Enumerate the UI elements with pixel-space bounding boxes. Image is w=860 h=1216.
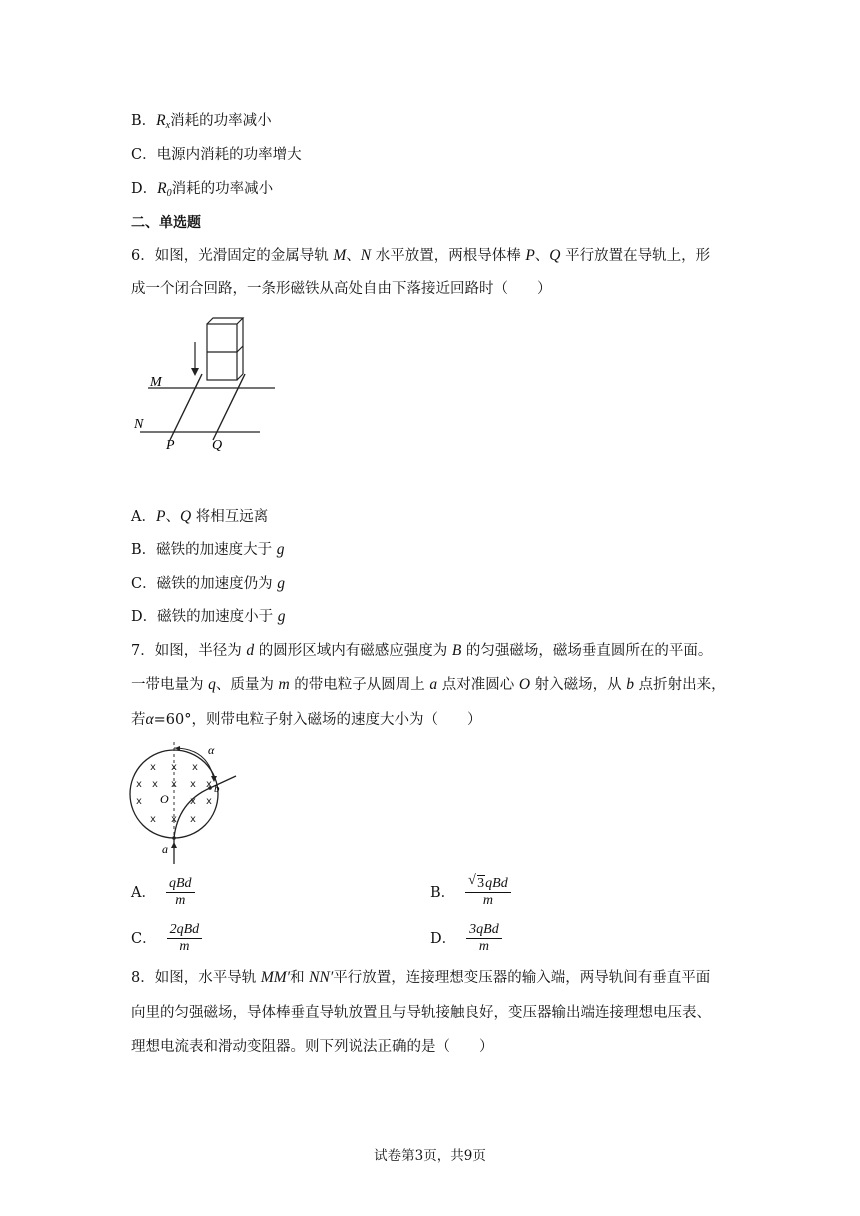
label-alpha: α: [208, 743, 215, 757]
label-b: b: [214, 783, 220, 795]
label-q: Q: [212, 438, 223, 453]
q8-stem-line1: 8．如图，水平导轨 MM′和 NN′平行放置，连接理想变压器的输入端，两导轨间有垂直平面: [131, 969, 711, 986]
page-footer: 试卷第3页，共9页: [374, 1148, 486, 1164]
svg-text:x: x: [150, 762, 156, 773]
svg-text:x: x: [171, 762, 177, 773]
label-n: N: [134, 417, 144, 432]
svg-text:x: x: [171, 779, 177, 790]
label-p: P: [166, 438, 175, 453]
q5-option-d: D．$R_0$消耗的功率减小: [131, 180, 274, 199]
label-o: O: [160, 792, 169, 806]
q8-stem-line2: 向里的匀强磁场，导体棒垂直导轨放置且与导轨接触良好，变压器输出端连接理想电压表、: [131, 1005, 711, 1021]
q7-option-d: D． $\frac{\text{3qBd}}{m}$: [430, 922, 502, 955]
svg-text:x: x: [190, 796, 196, 807]
svg-text:x: x: [136, 796, 142, 807]
q6-stem-line1: 6．如图，光滑固定的金属导轨 M、N 水平放置，两根导体棒 P、Q 平行放置在导轨上，形: [131, 247, 711, 264]
label-a: a: [162, 842, 168, 856]
q7-option-a: A． $\frac{\text{qBd}}{m}$: [131, 876, 195, 909]
rod-p: [170, 374, 202, 440]
svg-text:x: x: [152, 779, 158, 790]
q7-stem-line3: 若α=60°，则带电粒子射入磁场的速度大小为（ ）: [131, 711, 482, 728]
q6-figure: [128, 316, 288, 456]
section-heading: 二、单选题: [131, 215, 201, 231]
svg-text:x: x: [206, 779, 212, 790]
q6-stem-line2: 成一个闭合回路，一条形磁铁从高处自由下落接近回路时（ ）: [131, 281, 552, 297]
q5-option-b: B．$R_x$消耗的功率减小: [131, 112, 272, 131]
q8-stem-line3: 理想电流表和滑动变阻器。则下列说法正确的是（ ）: [131, 1039, 494, 1055]
svg-text:x: x: [192, 762, 198, 773]
svg-text:x: x: [190, 814, 196, 825]
q7-option-b: B． √ 3qBd m: [430, 876, 511, 909]
rod-q: [213, 374, 245, 440]
q7-stem-line1: 7．如图，半径为 d 的圆形区域内有磁感应强度为 B 的匀强磁场，磁场垂直圆所在的平面。: [131, 642, 713, 659]
q7-option-c: C． $\frac{\text{2qBd}}{m}$: [131, 922, 202, 955]
svg-text:x: x: [136, 779, 142, 790]
trajectory: [174, 776, 236, 838]
label-m: M: [150, 375, 162, 390]
q7-figure: [124, 740, 244, 865]
svg-text:x: x: [171, 814, 177, 825]
q6-option-b: B．磁铁的加速度大于 g: [131, 541, 285, 558]
q6-option-d: D．磁铁的加速度小于 g: [131, 608, 286, 625]
q7-stem-line2: 一带电量为 q、质量为 m 的带电粒子从圆周上 a 点对准圆心 O 射入磁场，从 b 点折射出来，: [131, 676, 726, 693]
q6-option-c: C．磁铁的加速度仍为 g: [131, 575, 285, 592]
svg-text:x: x: [150, 814, 156, 825]
svg-text:x: x: [190, 779, 196, 790]
svg-text:x: x: [206, 796, 212, 807]
q6-option-a: A．P、Q 将相互远离: [131, 508, 269, 525]
q5-option-c: C．电源内消耗的功率增大: [131, 147, 302, 163]
